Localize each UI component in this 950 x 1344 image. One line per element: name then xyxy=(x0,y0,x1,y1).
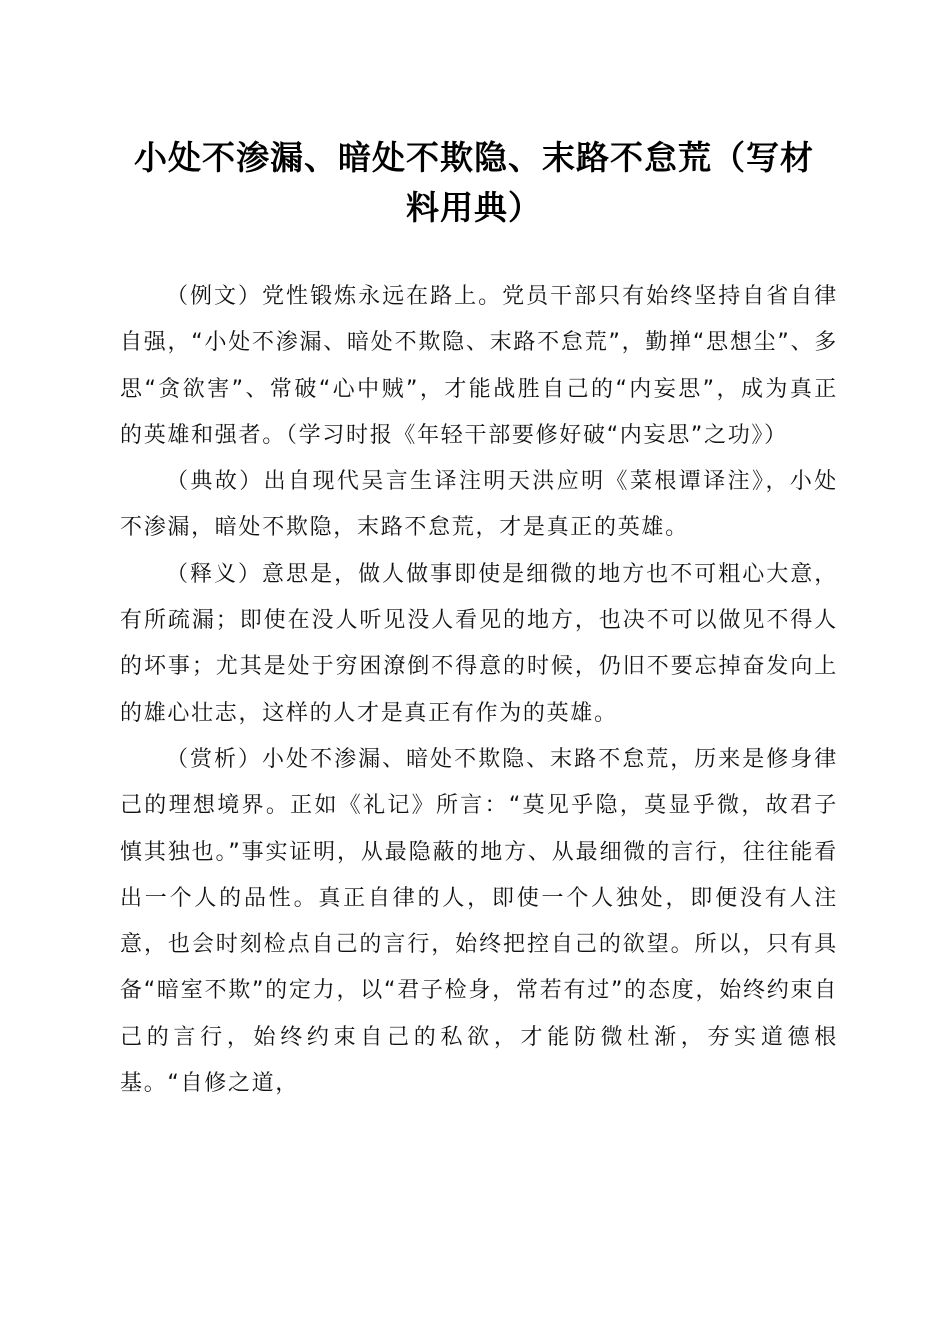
paragraph-appreciation: （赏析）小处不渗漏、暗处不欺隐、末路不怠荒，历来是修身律己的理想境界。正如《礼记》所言：“莫见乎隐，莫显乎微，故君子慎其独也。”事实证明，从最隐蔽的地方、从最细微的言行，往往能看出一个人的品性。真正自律的人，即使一个人独处，即便没有人注意，也会时刻检点自己的言行，始终把控自己的欲望。所以，只有具备“暗室不欺”的定力，以“君子检身，常若有过”的态度，始终约束自己的言行，始终约束自己的私欲，才能防微杜渐，夯实道德根基。“自修之道， xyxy=(120,746,838,1097)
document-body xyxy=(120,274,838,1107)
paragraph-allusion: （典故）出自现代吴言生译注明天洪应明《菜根谭译注》，小处不渗漏，暗处不欺隐，末路不怠荒，才是真正的英雄。 xyxy=(120,469,838,541)
document-title: 小处不渗漏、暗处不欺隐、末路不怠荒（写材料用典） xyxy=(134,138,814,227)
paragraph-example: （例文）党性锻炼永远在路上。党员干部只有始终坚持自省自律自强，“小处不渗漏、暗处不欺隐、末路不怠荒”，勤掸“思想尘”、多思“贪欲害”、常破“心中贼”，才能战胜自己的“内妄思”，成为真正的英雄和强者。（学习时报《年轻干部要修好破“内妄思”之功》） xyxy=(120,284,838,448)
paragraph-interpretation: （释义）意思是，做人做事即使是细微的地方也不可粗心大意，有所疏漏；即使在没人听见没人看见的地方，也决不可以做见不得人的坏事；尤其是处于穷困潦倒不得意的时候，仍旧不要忘掉奋发向上的雄心壮志，这样的人才是真正有作为的英雄。 xyxy=(120,561,838,726)
